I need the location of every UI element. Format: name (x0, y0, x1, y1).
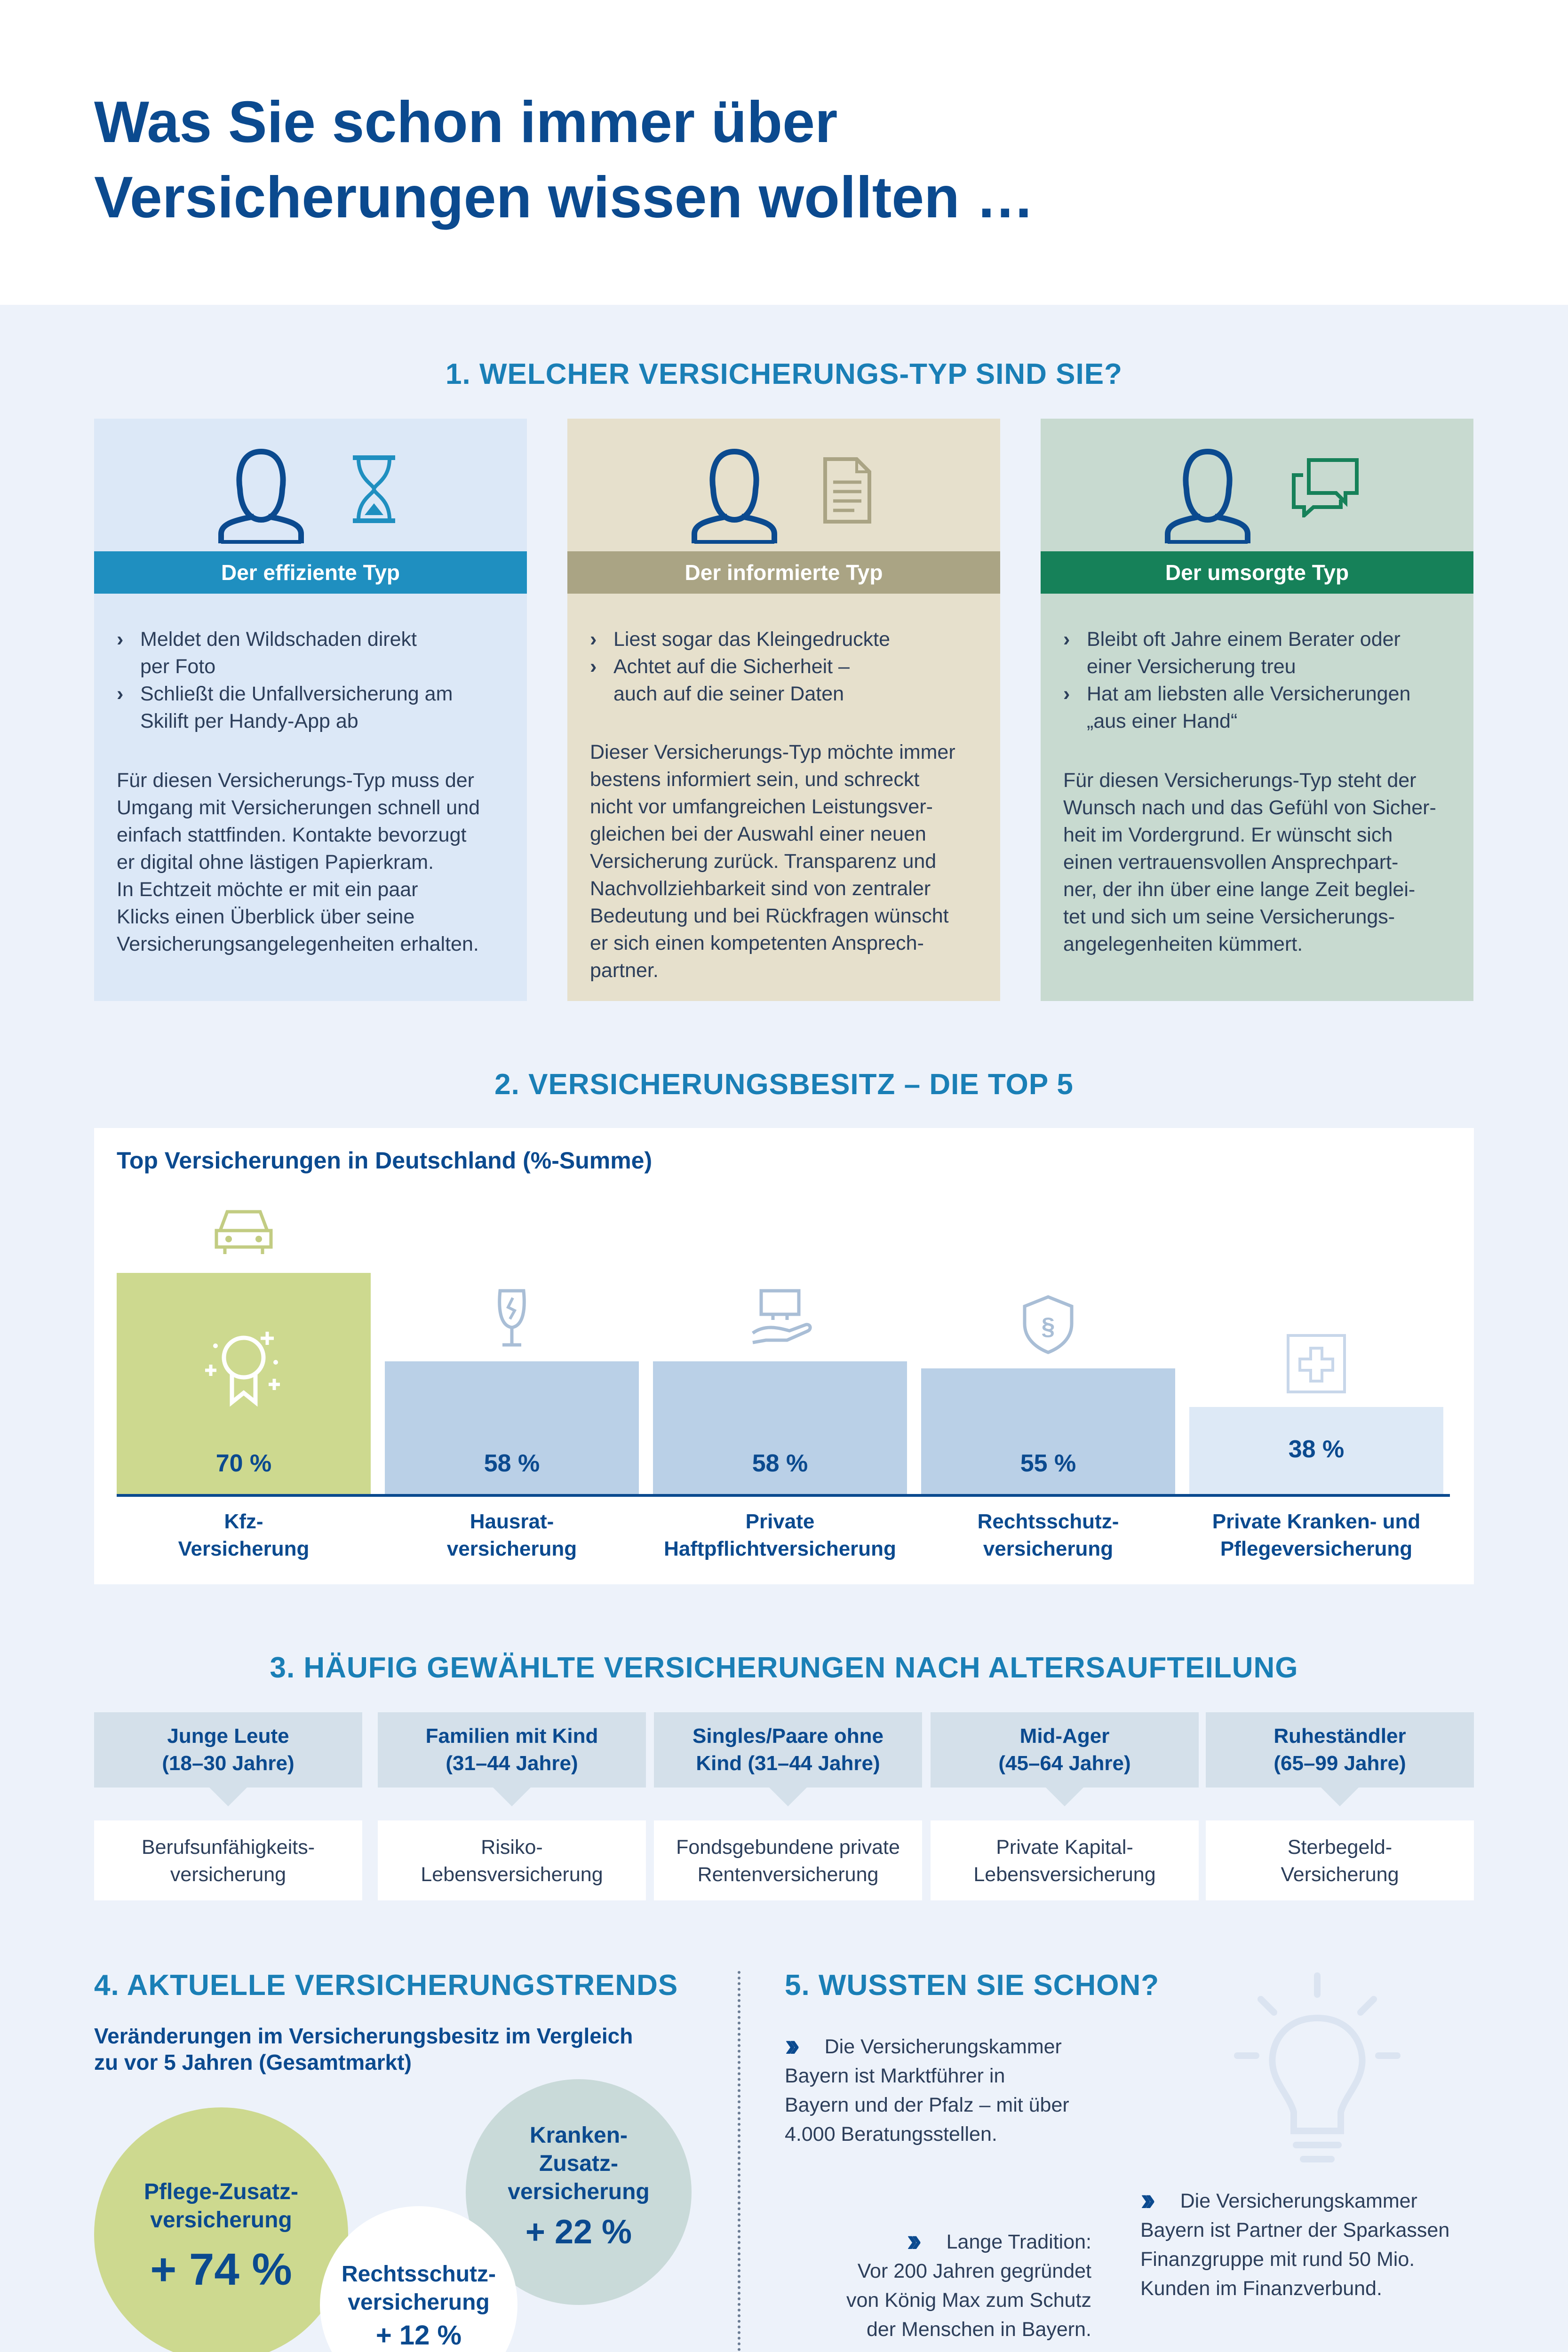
type-card-bullets (590, 626, 980, 707)
age-group-insurance: Sterbegeld- Versicherung (1206, 1820, 1474, 1900)
age-group-header: Junge Leute (18–30 Jahre) (94, 1712, 362, 1788)
type-card-description: Für diesen Versicherungs-Typ muss der Umgang mit Versicherungen schnell und einfach stattfinden. Kontakte bevorzugt er digital ohne lästigen Papierkram. In Echtzeit möchte er mit ein paar Klicks einen Überblick über seine Versicherungsangelegenheiten erhalten. (117, 769, 480, 955)
bar-value-label: 38 % (1288, 1436, 1345, 1463)
hand-computer-icon (747, 1286, 813, 1352)
bar-value-label: 58 % (752, 1449, 808, 1477)
bar-category-label: Kfz- Versicherung (178, 1510, 310, 1560)
chevron-right-icon: ›› (906, 2222, 915, 2258)
section5-heading: 5. WUSSTEN SIE SCHON? (785, 1969, 1160, 2002)
section-divider (738, 1971, 740, 2352)
trend-bubble-legal: Rechtsschutz- versicherung + 12 % (320, 2206, 517, 2352)
arrow-down-icon (209, 1788, 247, 1806)
age-group-insurance: Fondsgebundene private Rentenversicherung (654, 1820, 922, 1900)
age-group-header: Ruheständler (65–99 Jahre) (1206, 1712, 1474, 1788)
type-card-description: Für diesen Versicherungs-Typ steht der Wunsch nach und das Gefühl von Sicher- heit im Vordergrund. Er wünscht sich einen vertrauensvollen Ansprechpart- ner, der ihn über eine lange Zeit beglei- tet und sich um seine Versicherungs- angelegenheiten kümmert. (1063, 769, 1436, 955)
bar-value-label: 70 % (215, 1450, 272, 1477)
bar-category-label: Rechtsschutz- versicherung (977, 1510, 1119, 1560)
arrow-down-icon (493, 1788, 531, 1806)
age-group-header: Familien mit Kind (31–44 Jahre) (378, 1712, 646, 1788)
arrow-down-icon (1321, 1788, 1359, 1806)
trends-subtitle: Veränderungen im Versicherungsbesitz im Vergleich zu vor 5 Jahren (Gesamtmarkt) (94, 2024, 633, 2074)
type-card-bullets (117, 626, 507, 735)
type-card-description: Dieser Versicherungs-Typ möchte immer bestens informiert sein, und schreckt nicht vor umfangreichen Leistungsver- gleichen bei der Auswahl einer neuen Versicherung zurück. Transparenz und Nachvollziehbarkeit sind von zentraler Bedeutung und bei Rückfragen wünscht er sich einen kompetenten Ansprech- partner. (590, 741, 955, 982)
type-card-title: Der informierte Typ (567, 551, 1000, 594)
trend-bubble-health: Kranken- Zusatz- versicherung + 22 % (466, 2079, 692, 2305)
age-group-header: Mid-Ager (45–64 Jahre) (931, 1712, 1199, 1788)
light-bulb-icon (1218, 1966, 1416, 2183)
type-card-informed (567, 419, 1000, 1001)
section4-heading: 4. AKTUELLE VERSICHERUNGSTRENDS (94, 1969, 678, 2002)
arrow-down-icon (769, 1788, 807, 1806)
bullet-item: › Schließt die Unfallversicherung am Skilift per Handy-App ab (117, 680, 507, 735)
bar-value-label: 58 % (484, 1449, 540, 1477)
bar-category-label: Hausrat- versicherung (446, 1510, 577, 1560)
page-title (94, 85, 1317, 235)
type-card-efficient (94, 419, 527, 1001)
bullet-item: › Bleibt oft Jahre einem Berater oder einer Versicherung treu (1063, 626, 1454, 680)
bar-1 (385, 1361, 639, 1494)
bar-category-label: Private Haftpflichtversicherung (664, 1510, 896, 1560)
fact-tradition: ›› Lange Tradition: Vor 200 Jahren gegründet von König Max zum Schutz der Menschen in Bayern. (846, 2222, 1091, 2341)
broken-glass-icon (479, 1286, 545, 1352)
award-icon (197, 1318, 291, 1412)
type-card-title: Der effiziente Typ (94, 551, 527, 594)
section1-heading: 1. WELCHER VERSICHERUNGS-TYP SIND SIE? (446, 358, 1122, 390)
chart-title: Top Versicherungen in Deutschland (%-Summe) (117, 1147, 653, 1174)
trend-bubble-care: Pflege-Zusatz- versicherung + 74 % (94, 2107, 348, 2352)
bullet-item: › Hat am liebsten alle Versicherungen „aus einer Hand“ (1063, 680, 1454, 735)
bar-category-label: Private Kranken- und Pflegeversicherung (1212, 1510, 1421, 1560)
car-icon (211, 1198, 277, 1263)
bar-3 (921, 1368, 1175, 1494)
bullet-item: › Achtet auf die Sicherheit – auch auf die seiner Daten (590, 653, 980, 707)
type-card-bullets (1063, 626, 1454, 735)
fact-partner: ›› Die Versicherungskammer Bayern ist Partner der Sparkassen Finanzgruppe mit rund 50 Mio. Kunden im Finanzverbund. (1140, 2181, 1450, 2300)
chevron-right-icon: ›› (785, 2026, 794, 2063)
chevron-right-icon: ›› (1140, 2181, 1149, 2217)
document-icon (821, 456, 873, 524)
bar-value-label: 55 % (1020, 1449, 1076, 1477)
medical-cross-icon (1283, 1332, 1349, 1398)
svg-text:§: § (1041, 1312, 1055, 1340)
bar-chart (94, 1128, 1474, 1584)
bar-2 (653, 1361, 907, 1494)
section2-heading: 2. VERSICHERUNGSBESITZ – DIE TOP 5 (494, 1068, 1074, 1101)
age-group-insurance: Risiko- Lebensversicherung (378, 1820, 646, 1900)
hourglass-icon (348, 454, 400, 524)
type-card-cared (1041, 419, 1473, 1001)
type-card-title: Der umsorgte Typ (1041, 551, 1473, 594)
page-title-line-2: Versicherungen wissen wollten … (94, 165, 1035, 230)
chat-bubble-icon (1290, 456, 1361, 517)
fact-market-leader: ›› Die Versicherungskammer Bayern ist Marktführer in Bayern und der Pfalz – mit über 4.000 Beratungsstellen. (785, 2026, 1069, 2145)
shield-paragraph-icon (1015, 1293, 1081, 1359)
bar-4 (1189, 1407, 1443, 1494)
age-group-header: Singles/Paare ohne Kind (31–44 Jahre) (654, 1712, 922, 1788)
age-group-insurance: Private Kapital- Lebensversicherung (931, 1820, 1199, 1900)
chart-baseline (117, 1494, 1450, 1497)
age-group-insurance: Berufsunfähigkeits- versicherung (94, 1820, 362, 1900)
bullet-item: › Liest sogar das Kleingedruckte (590, 626, 980, 653)
bullet-item: › Meldet den Wildschaden direkt per Foto (117, 626, 507, 680)
page-title-line-1: Was Sie schon immer über (94, 90, 838, 155)
arrow-down-icon (1046, 1788, 1083, 1806)
section3-heading: 3. HÄUFIG GEWÄHLTE VERSICHERUNGEN NACH ALTERSAUFTEILUNG (270, 1652, 1298, 1684)
